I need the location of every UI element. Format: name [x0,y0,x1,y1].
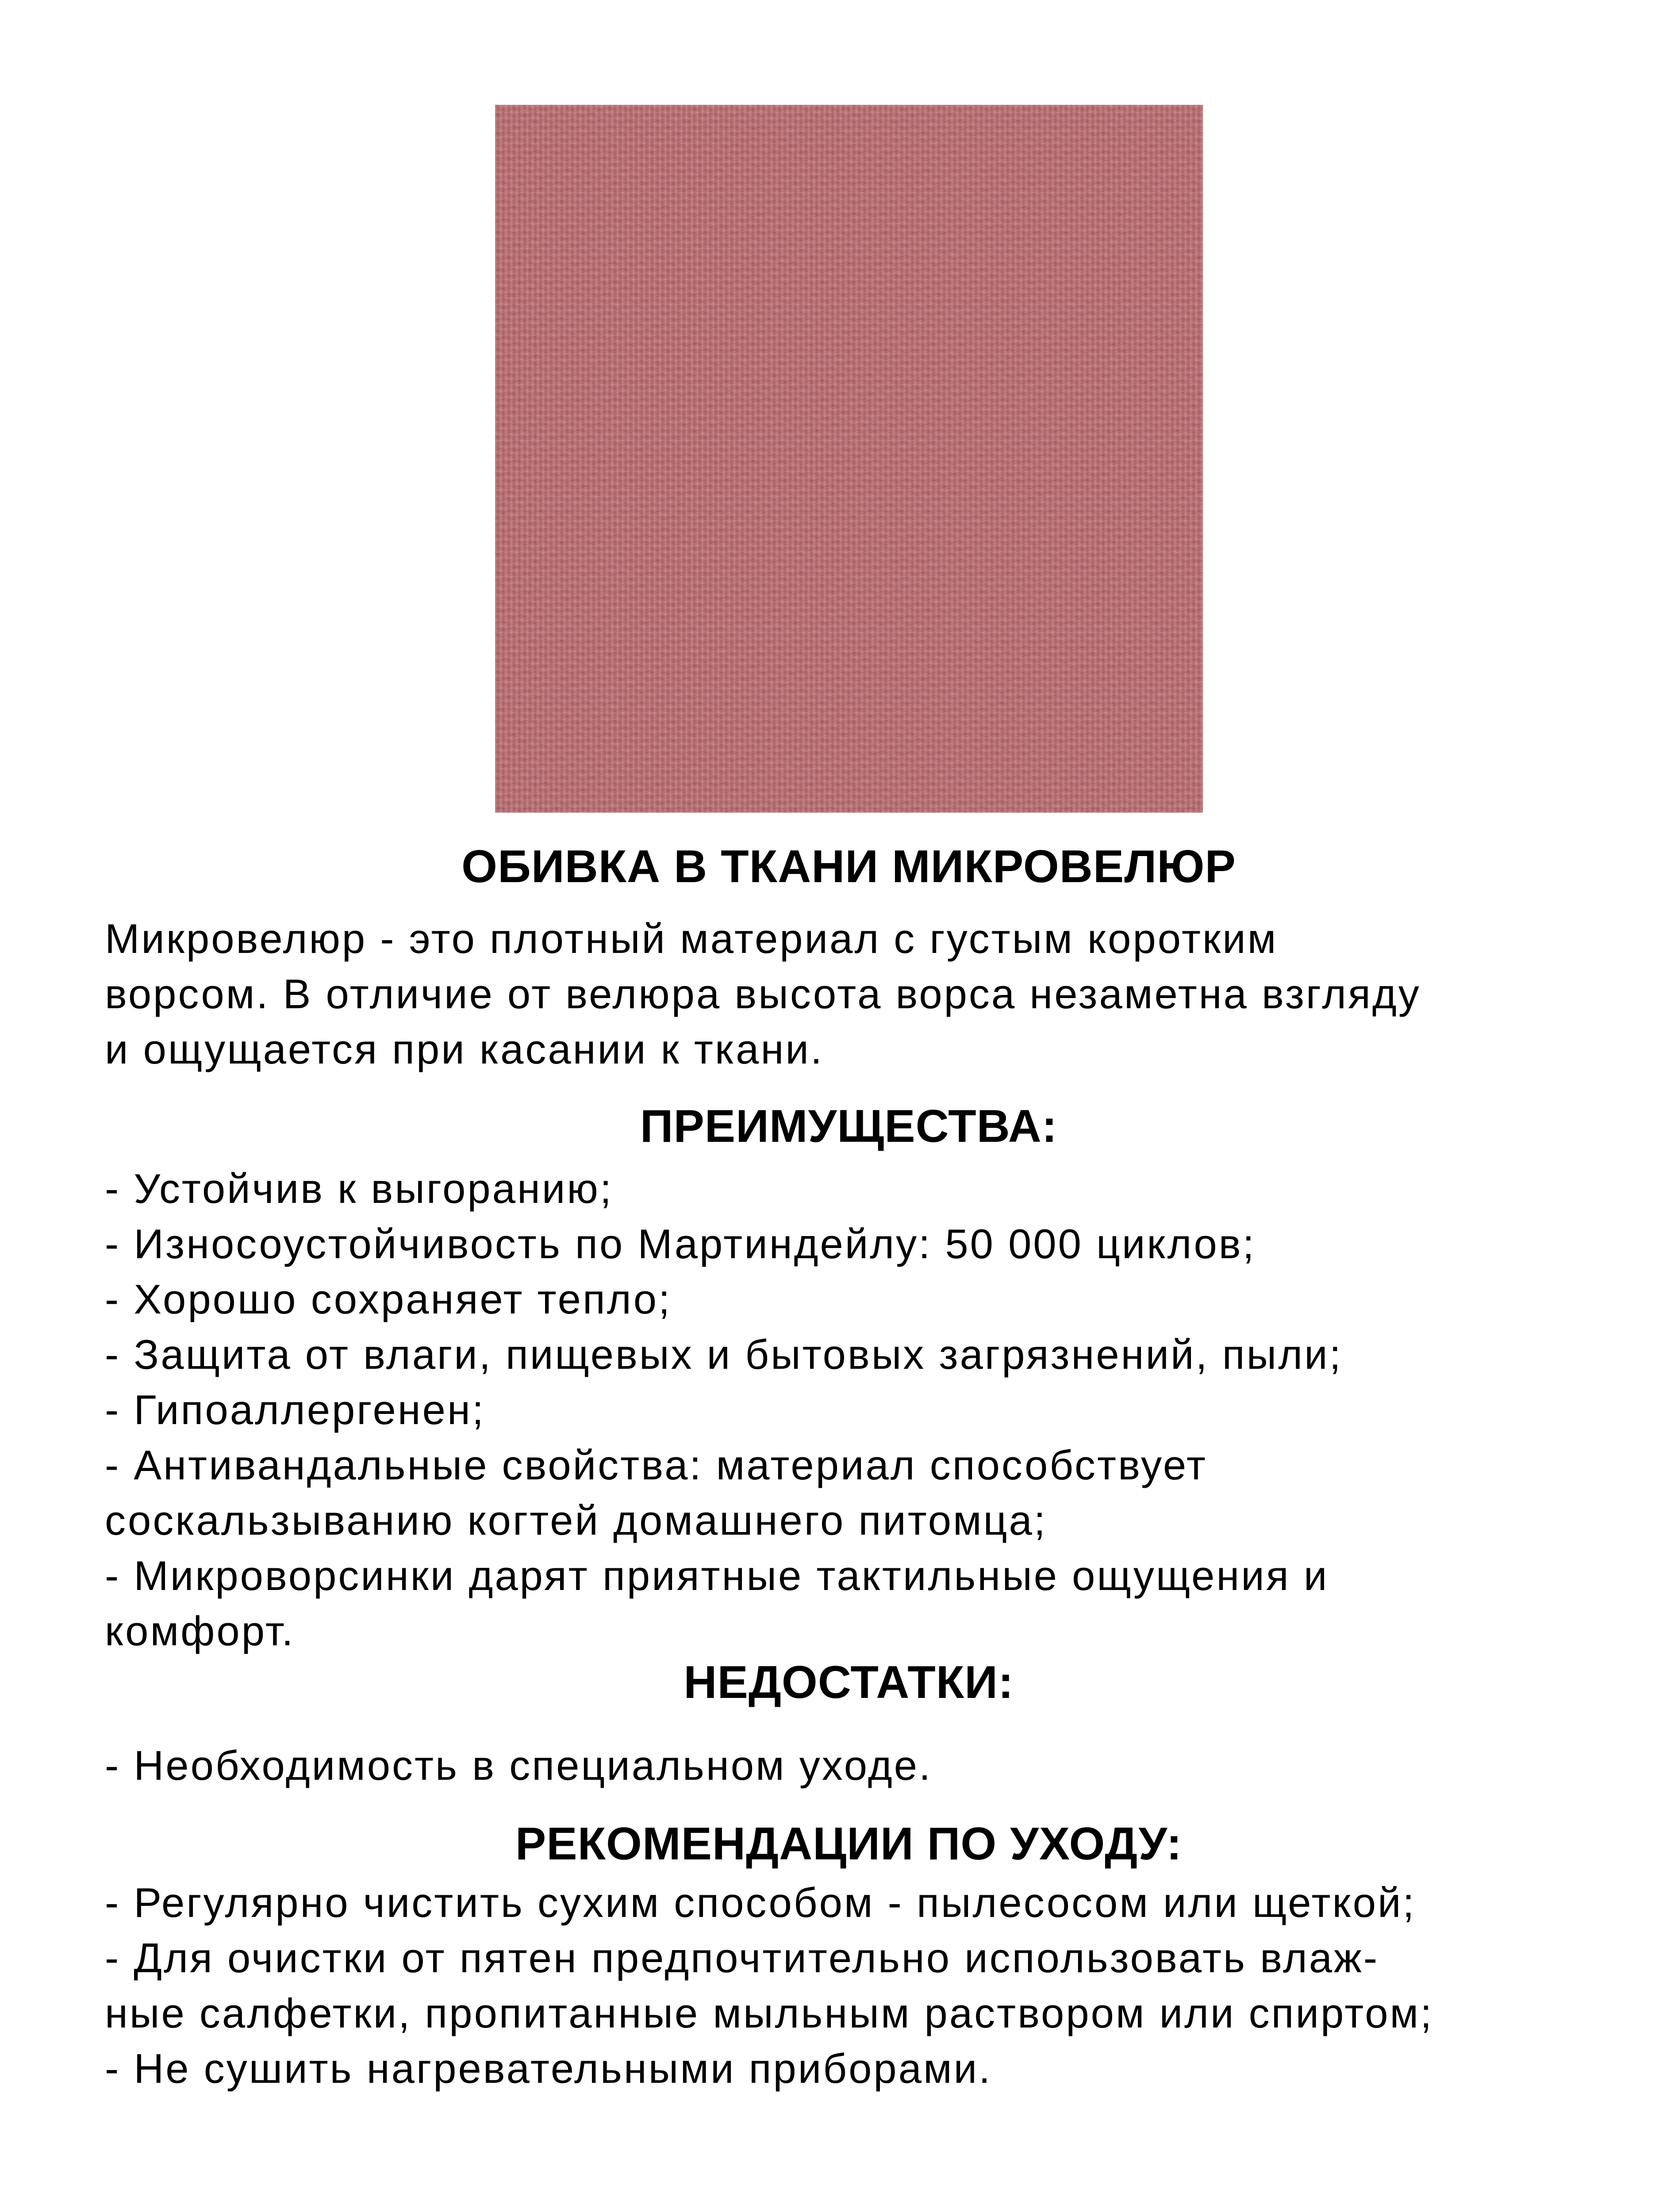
advantage-line: комфорт. [105,1608,295,1654]
care-list [105,1875,1593,2096]
advantage-line: - Устойчив к выгоранию; [105,1165,613,1212]
disadvantages-list [105,1738,1593,1793]
care-line: ные салфетки, пропитанные мыльным раствором или спиртом; [105,1990,1434,2036]
advantage-line: - Микроворсинки дарят приятные тактильные ощущения и [105,1552,1329,1599]
care-line: - Регулярно чистить сухим способом - пылесосом или щеткой; [105,1879,1416,1926]
advantages-list [105,1161,1593,1659]
page-title: ОБИВКА В ТКАНИ МИКРОВЕЛЮР [461,841,1236,892]
advantage-line: - Износоустойчивость по Мартиндейлу: 50 000 циклов; [105,1221,1256,1267]
intro-line: и ощущается при касании к ткани. [105,1026,824,1072]
intro-line: ворсом. В отличие от велюра высота ворса незаметна взгляду [105,971,1421,1017]
advantage-line: соскальзыванию когтей домашнего питомца; [105,1497,1047,1544]
advantages-heading: ПРЕИМУЩЕСТВА: [640,1101,1058,1152]
disadvantages-heading: НЕДОСТАТКИ: [684,1657,1014,1708]
disadvantage-line: - Необходимость в специальном уходе. [105,1742,933,1789]
care-line: - Не сушить нагревательными приборами. [105,2045,992,2092]
intro-paragraph [105,911,1593,1077]
intro-line: Микровелюр - это плотный материал с густым коротким [105,915,1278,962]
advantage-line: - Хорошо сохраняет тепло; [105,1276,672,1322]
advantage-line: - Гипоаллергенен; [105,1386,485,1433]
advantage-line: - Антивандальные свойства: материал способствует [105,1442,1208,1488]
fabric-swatch-image [495,105,1203,813]
care-heading: РЕКОМЕНДАЦИИ ПО УХОДУ: [515,1818,1183,1870]
care-line: - Для очистки от пятен предпочтительно использовать влаж- [105,1935,1379,1981]
advantage-line: - Защита от влаги, пищевых и бытовых загрязнений, пыли; [105,1331,1343,1378]
